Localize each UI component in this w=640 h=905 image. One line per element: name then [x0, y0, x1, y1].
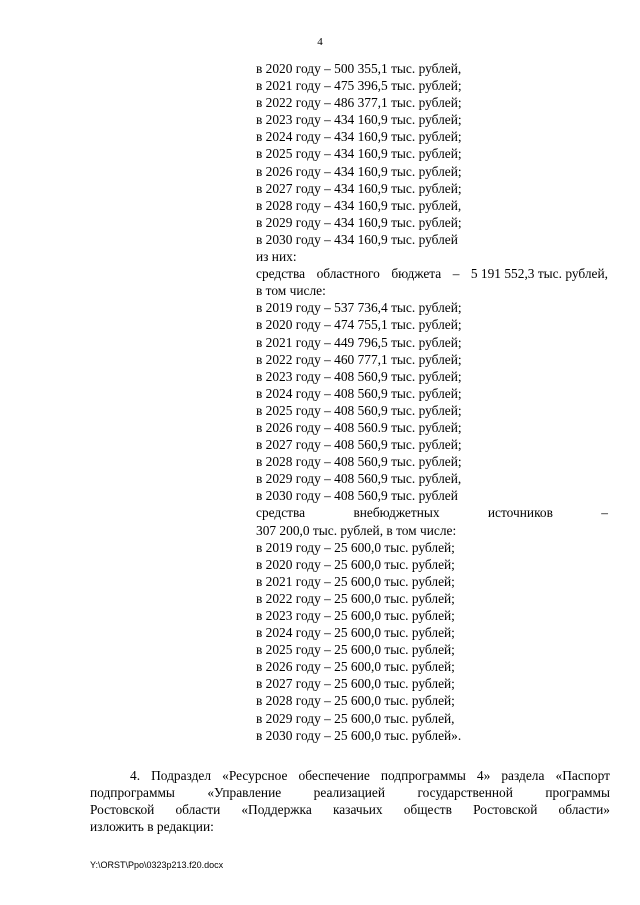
word: области [175, 802, 221, 818]
word: Ростовской [90, 802, 155, 818]
list-item: в 2023 году – 434 160,9 тыс. рублей; [256, 112, 462, 128]
list-item: в 2026 году – 25 600,0 тыс. рублей; [256, 659, 455, 675]
word: 5 191 552,3 тыс. рублей, [470, 266, 608, 282]
list-item: в 2023 году – 408 560,9 тыс. рублей; [256, 368, 462, 384]
list-item: в 2025 году – 25 600,0 тыс. рублей; [256, 642, 455, 658]
list-item: в 2023 году – 25 600,0 тыс. рублей; [256, 608, 455, 623]
list-item: в 2028 году – 25 600,0 тыс. рублей; [256, 693, 455, 709]
word: Подраздел [151, 768, 212, 783]
word: областного [316, 266, 380, 282]
list-item: в 2030 году – 408 560,9 тыс. рублей [256, 488, 458, 504]
word: «Ресурсное [222, 768, 288, 783]
word: обеспечение [298, 768, 370, 783]
list-item: в 2022 году – 486 377,1 тыс. рублей; [256, 95, 462, 111]
word: подпрограммы [90, 785, 175, 801]
word: «Поддержка [241, 802, 312, 818]
page-number: 4 [317, 36, 323, 48]
list-item: в 2029 году – 25 600,0 тыс. рублей, [256, 710, 455, 726]
list-item: в 2020 году – 474 755,1 тыс. рублей; [256, 317, 462, 333]
word: раздела [501, 768, 545, 783]
word: реализацией [313, 785, 386, 801]
word: 4. [130, 768, 141, 783]
word: «Паспорт [555, 768, 610, 783]
list-item: в 2028 году – 408 560,9 тыс. рублей; [256, 454, 462, 470]
word: – [452, 266, 460, 282]
list-item: в 2019 году – 537 736,4 тыс. рублей; [256, 300, 462, 316]
from-them-label: из них: [256, 249, 297, 265]
list-item: в 2027 году – 434 160,9 тыс. рублей; [256, 180, 462, 196]
list-item: в 2019 году – 25 600,0 тыс. рублей; [256, 539, 455, 555]
word: казачьих [332, 802, 383, 818]
list-item: в 2030 году – 25 600,0 тыс. рублей». [256, 727, 462, 743]
word: бюджета [391, 266, 442, 282]
list-item: в 2026 году – 434 160,9 тыс. рублей; [256, 163, 462, 179]
extrabudgetary-total: 307 200,0 тыс. рублей, в том числе: [256, 522, 457, 538]
word: Ростовской [473, 802, 538, 818]
list-item: в 2026 году – 408 560.9 тыс. рублей; [256, 419, 462, 435]
word: внебюджетных [353, 505, 440, 521]
list-item: в 2029 году – 408 560,9 тыс. рублей, [256, 471, 462, 487]
list-item: в 2024 году – 408 560,9 тыс. рублей; [256, 385, 462, 401]
word: «Управление [207, 785, 282, 801]
extrabudgetary-block [256, 504, 608, 743]
paragraph-line: изложить в редакции: [90, 819, 214, 835]
word: программы [545, 785, 610, 801]
list-item: в 2027 году – 25 600,0 тыс. рублей; [256, 676, 455, 692]
list-item: в 2021 году – 449 796,5 тыс. рублей; [256, 334, 462, 350]
word: государственной [417, 785, 513, 801]
list-item: в 2024 году – 434 160,9 тыс. рублей; [256, 129, 462, 145]
paragraph-4 [90, 767, 610, 835]
word: средства [256, 266, 306, 282]
word: области» [558, 802, 610, 818]
list-item: в 2022 году – 25 600,0 тыс. рублей; [256, 590, 455, 606]
list-item: в 2024 году – 25 600,0 тыс. рублей; [256, 625, 455, 641]
word: средства [256, 505, 306, 521]
word: – [601, 505, 608, 521]
list-item: в 2028 году – 434 160,9 тыс. рублей, [256, 197, 462, 213]
list-item: в 2021 году – 475 396,5 тыс. рублей; [256, 78, 462, 94]
paragraph-line [90, 784, 610, 801]
list-item: в 2030 году – 434 160,9 тыс. рублей [256, 231, 458, 247]
word: обществ [403, 802, 452, 818]
word: подпрограммы [380, 768, 466, 783]
block1 [256, 60, 608, 265]
regional-budget-block [256, 265, 608, 504]
list-item: в 2021 году – 25 600,0 тыс. рублей; [256, 573, 455, 589]
list-item: в 2022 году – 460 777,1 тыс. рублей; [256, 351, 462, 367]
paragraph-line [90, 767, 610, 784]
paragraph-line [90, 801, 610, 818]
list-item: в 2025 году – 408 560,9 тыс. рублей; [256, 402, 462, 418]
word: 4» [476, 768, 491, 783]
list-item: в 2027 году – 408 560,9 тыс. рублей; [256, 437, 462, 453]
list-item: в 2029 году – 434 160,9 тыс. рублей; [256, 214, 462, 230]
list-item: в 2020 году – 25 600,0 тыс. рублей; [256, 556, 455, 572]
list-item: в 2025 году – 434 160,9 тыс. рублей; [256, 146, 462, 162]
extrabudgetary-heading [256, 504, 608, 521]
list-item: в 2020 году – 500 355,1 тыс. рублей, [256, 61, 462, 76]
file-path-footer: Y:\ORST\Ppo\0323p213.f20.docx [90, 860, 224, 870]
funding-list [256, 60, 608, 744]
word: источников [487, 505, 553, 521]
including-label: в том числе: [256, 283, 326, 299]
regional-budget-heading [256, 265, 608, 282]
